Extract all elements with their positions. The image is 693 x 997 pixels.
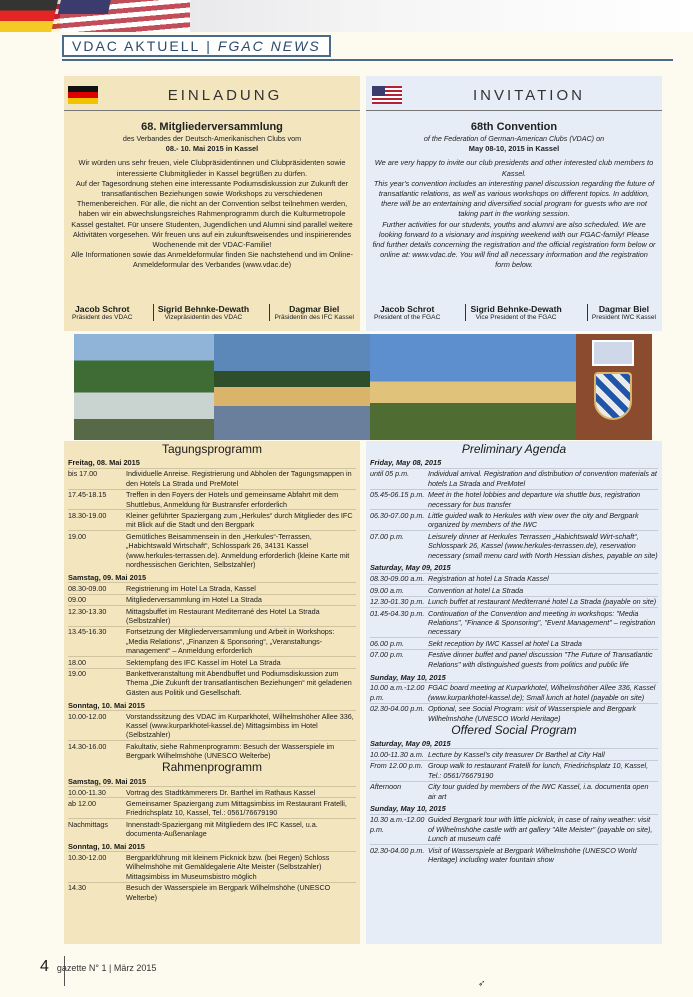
brand-left: VDAC AKTUELL bbox=[72, 38, 201, 54]
schedule-description: Gemütliches Beisammensein in den „Herkules“-Terrassen, „Habichtswald Wirtschaft“, Schlosspark 26, 34131 Kassel (www.herkules-terrassen.de). Anmeldung erforderlich (kleine Karte mit nordhessischen Gerichten, Selbstzahler) bbox=[126, 531, 350, 569]
signature-role: President of the FGAC bbox=[374, 314, 441, 321]
schedule-description: Sekt reception by IWC Kassel at hotel La Strada bbox=[428, 638, 582, 648]
schedule-description: Lunch buffet at restaurant Mediterrané hotel La Strada (payable on site) bbox=[428, 597, 657, 607]
window-image bbox=[592, 340, 634, 366]
signature-role: Präsident des VDAC bbox=[72, 314, 133, 321]
schedule-row bbox=[68, 626, 356, 656]
schedule-description: Bergparkführung mit kleinem Picknick bzw. (bei Regen) Schloss Wilhelmshöhe mit Gemäldegalerie Alte Meister (Selbstzahler) Mittagsimbiss im Museumsbistro möglich bbox=[126, 852, 330, 881]
de-paragraph: Wir würden uns sehr freuen, viele Clubpräsidentinnen und Clubpräsidenten sowie interessierte Clubmitglieder in Kassel begrüßen zu dürfen. bbox=[78, 158, 346, 178]
schedule-time: 10.30-12.00 bbox=[68, 852, 107, 862]
signature-name: Jacob Schrot bbox=[379, 304, 435, 314]
brand-right: FGAC NEWS bbox=[217, 38, 321, 54]
schedule-row bbox=[68, 509, 356, 530]
schedule-description: Gemeinsamer Spaziergang zum Mittagsimbiss im Restaurant Fratelli, Friedrichsplatz 10, Kassel, Tel.: 0561/76679190 bbox=[126, 798, 347, 818]
schedule-time: 05.45-06.15 p.m. bbox=[370, 490, 425, 500]
en-heading: 68th Convention bbox=[470, 121, 558, 133]
schedule-time: From 12.00 p.m. bbox=[370, 761, 423, 771]
schedule-time: 07.00 p.m. bbox=[370, 531, 404, 541]
schedule-row bbox=[370, 748, 658, 759]
en-signatures bbox=[370, 304, 660, 321]
schedule-description: Besuch der Wasserspiele im Bergpark Wilhelmshöhe (UNESCO Welterbe) bbox=[126, 883, 331, 902]
scan-mark: ➶ bbox=[478, 978, 486, 988]
tagung-title: Tagungsprogramm bbox=[161, 442, 263, 456]
schedule-row bbox=[68, 740, 356, 761]
schedule-time: 07.00 p.m. bbox=[370, 650, 404, 660]
schedule-time: 10.00-12.00 bbox=[68, 711, 107, 721]
schedule-time: 18.00 bbox=[68, 657, 86, 667]
signature-name: Sigrid Behnke-Dewath bbox=[157, 304, 250, 314]
de-paragraph: Alle Informationen sowie das Anmeldeformular finden Sie nachstehend und im Online-Anmeldeformular des Verbandes (www.vdac.de) bbox=[71, 250, 353, 270]
schedule-row bbox=[370, 584, 658, 595]
day-heading: Freitag, 08. Mai 2015 bbox=[68, 458, 140, 468]
schedule-row bbox=[68, 656, 356, 667]
en-subheading: of the Federation of German-American Clubs (VDAC) on bbox=[423, 134, 605, 143]
schedule-row bbox=[68, 710, 356, 740]
agenda-title: Preliminary Agenda bbox=[461, 442, 567, 456]
brand-sep: | bbox=[206, 38, 212, 54]
signature-name: Jacob Schrot bbox=[75, 304, 130, 314]
schedule-time: 02.30-04.00 p.m. bbox=[370, 704, 425, 714]
signature-name: Sigrid Behnke-Dewath bbox=[470, 304, 562, 314]
page-number: 4 bbox=[40, 958, 49, 975]
schedule-row bbox=[68, 882, 356, 903]
schedule-row bbox=[370, 760, 658, 781]
schedule-time: Nachmittags bbox=[68, 819, 108, 829]
einladung-header bbox=[68, 82, 340, 108]
schedule-description: Leisurely dinner at Herkules Terrassen „Habichtswald Wirt-schaft“, Schlosspark 26, Kassel (www.herkules-terrassen.de), reservation necessary (small menu card with North Hessian dishes, payable on site) bbox=[428, 531, 658, 560]
schedule-row bbox=[68, 818, 356, 839]
schedule-row bbox=[370, 489, 658, 510]
schedule-row bbox=[68, 594, 356, 605]
schedule-row bbox=[68, 851, 356, 881]
signature bbox=[68, 304, 136, 321]
signature-role: Präsidentin des IFC Kassel bbox=[274, 314, 354, 321]
schedule-time: 08.30-09.00 bbox=[68, 583, 107, 593]
schedule-description: Treffen in den Foyers der Hotels und gemeinsame Abfahrt mit dem Shuttlebus, Anmeldung für Bustransfer erforderlich bbox=[126, 490, 339, 509]
signature-name: Dagmar Biel bbox=[289, 304, 340, 314]
day-heading: Samstag, 09. Mai 2015 bbox=[68, 776, 147, 786]
schedule-description: Group walk to restaurant Fratelli for lunch, Friedrichsplatz 10, Kassel, Tel.: 0561/76679190 bbox=[428, 761, 649, 780]
schedule-time: 08.30-09.00 a.m. bbox=[370, 574, 425, 584]
photo-orangerie-palace bbox=[370, 334, 576, 440]
schedule-description: Guided Bergpark tour with little picknick, in case of rainy weather: visit of Wilhelmshöhe castle with art gallery "Alte Meister" (payable on site), Lunch at museum café bbox=[428, 815, 653, 844]
schedule-description: Fortsetzung der Mitgliederversammlung und Arbeit in Workshops: „Media Relations“, „Finanzen & Sponsoring“, „Veranstaltungs-management“ – Anmeldung erforderlich bbox=[126, 627, 335, 656]
schedule-description: Festive dinner buffet and panel discussion "The Future of Transatlantic Relations" with distinguished guests from politics and public life bbox=[428, 650, 653, 669]
schedule-description: Visit of Wasserspiele at Bergpark Wilhelmshöhe (UNESCO World Heritage) including water fountain show bbox=[428, 845, 637, 864]
schedule-time: 09.00 bbox=[68, 595, 86, 605]
schedule-description: Registration at hotel La Strada Kassel bbox=[428, 574, 549, 584]
de-heading: 68. Mitgliederversammlung bbox=[141, 121, 283, 133]
schedule-row bbox=[370, 649, 658, 670]
schedule-row bbox=[370, 530, 658, 560]
en-intro bbox=[372, 120, 656, 271]
photo-orangerie-lake bbox=[214, 334, 370, 440]
de-subheading: des Verbandes der Deutsch-Amerikanischen Clubs vom bbox=[122, 134, 302, 143]
german-flag-icon bbox=[68, 86, 98, 104]
schedule-description: City tour guided by members of the IWC Kassel, i.a. documenta open air art bbox=[428, 782, 649, 801]
schedule-time: 02.30-04.00 p.m. bbox=[370, 845, 425, 855]
schedule-row bbox=[68, 468, 356, 489]
signature bbox=[587, 304, 660, 321]
schedule-description: FGAC board meeting at Kurparkhotel, Wilhelmshöher Allee 336, Kassel (www.kurparkhotel-kassel.de); Small lunch at hotel (payable on site) bbox=[428, 683, 656, 702]
schedule-time: 13.45-16.30 bbox=[68, 627, 107, 637]
schedule-time: 19.00 bbox=[68, 531, 86, 541]
tagungsprogramm bbox=[68, 443, 356, 902]
de-signatures bbox=[68, 304, 358, 321]
schedule-time: 12.30-13.30 bbox=[68, 606, 107, 616]
schedule-time: 10.00-11.30 bbox=[68, 787, 106, 797]
schedule-row bbox=[370, 607, 658, 637]
schedule-time: 09.00 a.m. bbox=[370, 585, 404, 595]
schedule-row bbox=[68, 582, 356, 593]
schedule-time: 14.30 bbox=[68, 883, 86, 893]
schedule-description: Kleiner geführter Spaziergang zum „Herkules“ durch Mitglieder des IFC mit Blick auf die Stadt und den Bergpark bbox=[126, 510, 353, 530]
schedule-time: 18.30-19.00 bbox=[68, 510, 107, 520]
signature bbox=[153, 304, 253, 321]
schedule-row bbox=[370, 637, 658, 648]
schedule-time: Afternoon bbox=[370, 782, 402, 792]
de-paragraph: Auf der Tagesordnung stehen eine interessante Podiumsdiskussion zur Zukunft der transatlantischen Beziehungen sowie Workshops zu verschiedenen Themenbereichen. Für alle, die nicht an der Convention selbst teilnehmen werden, haben wir ein abwechslungsreiches Rahmenprogramm durch die Kulturmetropole Kassel gestaltet. Für unsere Studenten, Jugendlichen und Alumni sind parallel weitere Aktivitäten vorgesehen. Wir freuen uns auf ein zukunftsweisendes und inspirierendes Wochenende mit der VDAC-Familie! bbox=[71, 178, 353, 250]
header-rule bbox=[62, 59, 673, 61]
schedule-time: 14.30-16.00 bbox=[68, 741, 107, 751]
en-paragraph: Further activities for our students, youths and alumni are also scheduled. We are looking forward to a visionary and inspiring weekend with our FGAC-family! Please find further details concerning the registration and the official registration form below or online at: www.vdac.de. You will find all necessary information and the registration form below. bbox=[372, 219, 656, 270]
schedule-time: 06.30-07.00 p.m. bbox=[370, 510, 425, 520]
schedule-time: 10.30 a.m.-12.00 p.m. bbox=[370, 815, 425, 834]
signature-role: President IWC Kassel bbox=[591, 314, 656, 321]
schedule-description: Fakultativ, siehe Rahmenprogramm: Besuch der Wasserspiele im Bergpark Wilhelmshöhe (UNESCO Welterbe) bbox=[126, 741, 335, 761]
en-date: May 08-10, 2015 in Kassel bbox=[468, 144, 560, 154]
day-heading: Sunday, May 10, 2015 bbox=[370, 804, 446, 814]
schedule-description: Continuation of the Convention and meeting in workshops: "Media Relations", "Finance & Sponsoring", "Event Management" – registration necessary bbox=[428, 608, 656, 637]
day-heading: Sonntag, 10. Mai 2015 bbox=[68, 700, 145, 710]
day-heading: Saturday, May 09, 2015 bbox=[370, 738, 451, 748]
de-divider bbox=[64, 110, 360, 111]
schedule-time: 10.00-11.30 a.m. bbox=[370, 749, 424, 759]
schedule-time: ab 12.00 bbox=[68, 798, 96, 808]
schedule-row bbox=[370, 509, 658, 530]
photo-bergpark-cascades bbox=[74, 334, 214, 440]
en-divider bbox=[366, 110, 662, 111]
signature bbox=[465, 304, 565, 321]
schedule-time: until 05 p.m. bbox=[370, 469, 410, 479]
schedule-time: 19.00 bbox=[68, 669, 86, 679]
social-title: Offered Social Program bbox=[451, 722, 577, 737]
schedule-description: Mitgliederversammlung im Hotel La Strada bbox=[126, 595, 262, 605]
schedule-row bbox=[370, 703, 658, 724]
schedule-time: bis 17.00 bbox=[68, 469, 98, 479]
day-heading: Saturday, May 09, 2015 bbox=[370, 563, 451, 573]
signature bbox=[370, 304, 444, 321]
schedule-row bbox=[68, 668, 356, 698]
schedule-row bbox=[68, 530, 356, 570]
signature-role: Vizepräsidentin des VDAC bbox=[164, 314, 243, 321]
footer-text: gazette N° 1 | März 2015 bbox=[56, 963, 157, 973]
schedule-description: Vortrag des Stadtkämmerers Dr. Barthel im Rathaus Kassel bbox=[126, 787, 316, 797]
schedule-row bbox=[68, 786, 356, 797]
einladung-title: EINLADUNG bbox=[167, 86, 283, 104]
schedule-row bbox=[370, 596, 658, 607]
schedule-row bbox=[370, 468, 658, 489]
invitation-header bbox=[372, 82, 644, 108]
page-footer bbox=[40, 958, 156, 976]
en-paragraph: We are very happy to invite our club presidents and other interested club members to Kassel. bbox=[374, 158, 654, 178]
schedule-time: 01.45-04.30 p.m. bbox=[370, 608, 425, 618]
signature bbox=[269, 304, 358, 321]
schedule-row bbox=[370, 814, 658, 844]
schedule-description: Bankettveranstaltung mit Abendbuffet und Podiumsdiskussion zum Thema „Die Zukunft der transatlantischen Beziehungen“ mit geladenen Gästen aus Politik und Gesellschaft. bbox=[126, 669, 352, 697]
schedule-row bbox=[68, 489, 356, 510]
schedule-description: Optional, see Social Program: visit of Wasserspiele and Bergpark Wilhelmshöhe (UNESCO World Heritage) bbox=[428, 704, 637, 723]
crest-icon bbox=[594, 372, 632, 420]
day-heading: Sunday, May 10, 2015 bbox=[370, 672, 446, 682]
en-paragraph: This year's convention includes an interesting panel discussion regarding the future of transatlantic relations, as well as various workshops on different topics. In addition, there will be an entertaining and diversified social program for guests who are not taking part in the working session. bbox=[373, 178, 655, 219]
schedule-description: Individual arrival. Registration and distribution of convention materials at hotels La Strada and PreMotel bbox=[428, 469, 657, 488]
header-flag-banner bbox=[0, 0, 693, 32]
de-intro bbox=[70, 120, 354, 271]
schedule-time: 10.00 a.m.-12.00 p.m. bbox=[370, 683, 425, 702]
day-heading: Samstag, 09. Mai 2015 bbox=[68, 572, 147, 582]
day-heading: Friday, May 08, 2015 bbox=[370, 458, 442, 468]
signature-name: Dagmar Biel bbox=[598, 304, 649, 314]
schedule-row bbox=[370, 781, 658, 802]
invitation-title: INVITATION bbox=[473, 86, 585, 104]
schedule-description: Individuelle Anreise. Registrierung und Abholen der Tagungsmappen in den Hotels La Strada und PreMotel bbox=[126, 469, 352, 488]
day-heading: Sonntag, 10. Mai 2015 bbox=[68, 842, 145, 852]
section-brand bbox=[62, 35, 331, 57]
preliminary-agenda bbox=[370, 443, 658, 865]
schedule-description: Convention at hotel La Strada bbox=[428, 585, 524, 595]
schedule-row bbox=[68, 605, 356, 626]
schedule-row bbox=[370, 573, 658, 584]
schedule-description: Sektempfang des IFC Kassel im Hotel La Strada bbox=[126, 657, 281, 667]
schedule-description: Meet in the hotel lobbies and departure via shuttle bus, registration necessary for bus transfer bbox=[428, 490, 641, 509]
photo-coat-of-arms bbox=[576, 334, 652, 440]
schedule-time: 17.45-18.15 bbox=[68, 490, 107, 500]
schedule-description: Innenstadt-Spaziergang mit Mitgliedern des IFC Kassel, u.a. documenta-Außenanlage bbox=[126, 819, 318, 839]
us-flag-icon bbox=[372, 86, 402, 104]
de-date: 08.- 10. Mai 2015 in Kassel bbox=[165, 144, 259, 154]
schedule-time: 12.30-01.30 p.m. bbox=[370, 597, 425, 607]
schedule-time: 06.00 p.m. bbox=[370, 638, 404, 648]
signature-role: Vice President of the FGAC bbox=[475, 314, 557, 321]
schedule-description: Vorstandssitzung des VDAC im Kurparkhotel, Wilhelmshöher Allee 336, Kassel (www.kurparkhotel-kassel.de) Mittagsimbiss im Hotel (Selbstzahler) bbox=[126, 711, 354, 740]
schedule-row bbox=[370, 844, 658, 865]
schedule-row bbox=[370, 682, 658, 703]
schedule-description: Registrierung im Hotel La Strada, Kassel bbox=[126, 583, 256, 593]
schedule-description: Little guided walk to Herkules with view over the city and Bergpark organized by members of the IWC bbox=[428, 510, 639, 530]
schedule-row bbox=[68, 797, 356, 818]
schedule-description: Lecture by Kassel's city treasurer Dr Barthel at City Hall bbox=[428, 749, 605, 759]
schedule-description: Mittagsbuffet im Restaurant Mediterrané des Hotel La Strada (Selbstzahler) bbox=[126, 606, 320, 625]
rahmen-title: Rahmenprogramm bbox=[161, 760, 263, 775]
